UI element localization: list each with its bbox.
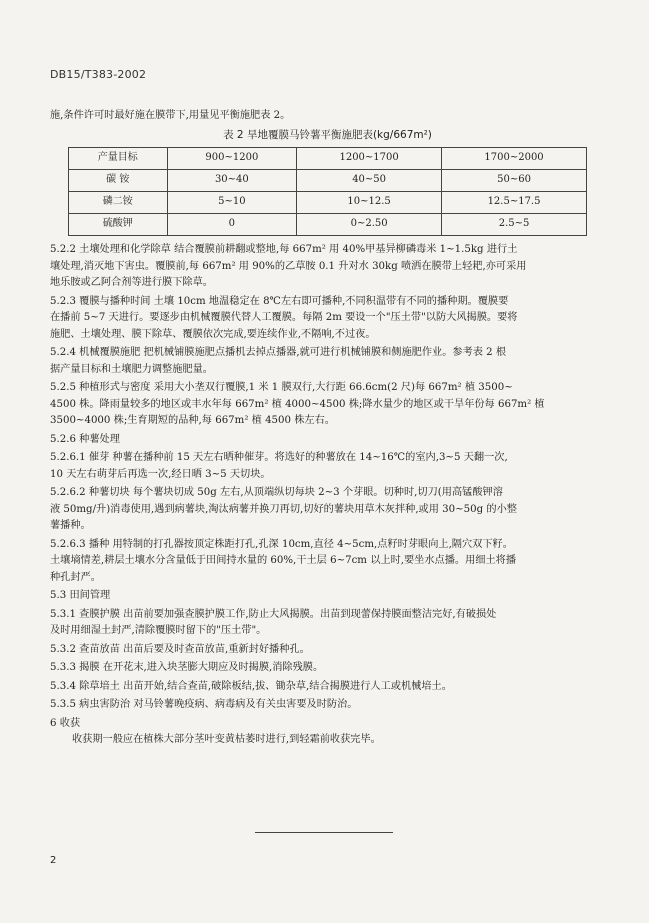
- table-cell: 2.5~5: [442, 214, 587, 236]
- table-cell: 50~60: [442, 170, 587, 192]
- paragraph-line: 5.3.2 查苗放苗 出苗后要及时查苗放苗,重新封好播种孔。: [50, 643, 310, 655]
- page-number: 2: [50, 855, 57, 866]
- section-paragraphs: [50, 242, 605, 732]
- paragraph-line: 4500 株。降雨量较多的地区或丰水年每 667m² 植 4000~4500 株;降水量少的地区或干旱年份每 667m² 植: [50, 398, 545, 410]
- paragraph-line: 5.2.6.3 播种 用特制的打孔器按顶定株距打孔,孔深 10cm,直径 4~5cm,点籽时芽眼向上,隔穴双下籽。: [50, 538, 513, 550]
- paragraph-line: 5.3.1 查膜护膜 出苗前要加强查膜护膜工作,防止大风揭膜。出苗到现蕾保持膜面整洁完好,有破损处: [50, 608, 497, 620]
- paragraph-line: 及时用细湿土封严,清除覆膜时留下的"压土带"。: [50, 625, 267, 636]
- paragraph-line: 6 收获: [50, 717, 81, 729]
- paragraph-line: 据产量目标和土壤肥力调整施肥量。: [50, 363, 213, 375]
- table-cell: 硫酸钾: [69, 214, 168, 236]
- paragraph-line: 在播前 5~7 天进行。要逐步由机械覆膜代替人工覆膜。每隔 2m 要设一个"压土带"以防大风揭膜。要将: [50, 312, 518, 323]
- fertilizer-table: [68, 147, 587, 236]
- table-cell: 30~40: [167, 170, 297, 192]
- paragraph-line: 5.3.5 病虫害防治 对马铃薯晚疫病、病毒病及有关虫害要及时防治。: [50, 699, 358, 710]
- table-title: 表 2 旱地覆膜马铃薯平衡施肥表(kg/667m²): [223, 128, 432, 141]
- paragraph-line: 5.3.4 除草培土 出苗开始,结合查苗,破除板结,拔、锄杂草,结合揭膜进行人工或机械培土。: [50, 680, 452, 692]
- paragraph-line: 5.2.6 种薯处理: [50, 433, 120, 445]
- paragraph-line: 5.2.3 覆膜与播种时间 土壤 10cm 地温稳定在 8℃左右即可播种,不同积温带有不同的播种期。覆膜要: [50, 295, 509, 307]
- body-content: [50, 108, 605, 749]
- paragraph-line: 5.2.6.2 种薯切块 每个薯块切成 50g 左右,从顶端纵切每块 2~3 个芽眼。切种时,切刀(用高锰酸钾溶: [50, 487, 503, 498]
- table-header-cell: 1700~2000: [442, 148, 587, 170]
- table-row: [69, 170, 587, 192]
- standard-code: DB15/T383-2002: [50, 68, 147, 81]
- paragraph-line: 种孔封严。: [50, 571, 101, 583]
- table-row: [69, 214, 587, 236]
- footer-rule: [255, 832, 393, 833]
- paragraph-line: 5.3 田间管理: [50, 590, 111, 601]
- table-cell: 10~12.5: [297, 192, 442, 214]
- closing-paragraph: 收获期一般应在植株大部分茎叶变黄枯萎时进行,到轻霜前收获完毕。: [72, 734, 381, 745]
- paragraph-line: 液 50mg/升)消毒使用,遇到病薯块,淘汰病薯并换刀再切,切好的薯块用草木灰拌种,或用 30~50g 的小整: [50, 503, 517, 515]
- paragraph-line: 10 天左右萌芽后再选一次,经日晒 3~5 天切块。: [50, 468, 271, 480]
- paragraph-line: 5.2.5 种植形式与密度 采用大小垄双行覆膜,1 米 1 膜双行,大行距 66.6cm(2 尺)每 667m² 植 3500~: [50, 382, 513, 393]
- table-header-cell: 900~1200: [167, 148, 297, 170]
- table-cell: 40~50: [297, 170, 442, 192]
- table-cell: 5~10: [167, 192, 297, 214]
- table-cell: 磷二铵: [69, 192, 168, 214]
- paragraph-line: 5.2.4 机械覆膜施肥 把机械铺膜施肥点播机去掉点播器,就可进行机械铺膜和侧施肥作业。参考表 2 根: [50, 347, 507, 358]
- paragraph-line: 5.2.6.1 催芽 种薯在播种前 15 天左右晒种催芽。将选好的种薯放在 14~16℃的室内,3~5 天翻一次,: [50, 452, 508, 463]
- table-cell: 12.5~17.5: [442, 192, 587, 214]
- paragraph-line: 3500~4000 株;生育期短的品种,每 667m² 植 4500 株左右。: [50, 415, 335, 426]
- paragraph-line: 薯播种。: [50, 520, 91, 531]
- paragraph-line: 5.3.3 揭膜 在开花末,进入块茎膨大期应及时揭膜,消除残膜。: [50, 662, 324, 673]
- table-cell: 碳 铵: [69, 170, 168, 192]
- paragraph-line: 土壤墒情差,耕层土壤水分含量低于田间持水量的 60%,干土层 6~7cm 以上时,要坐水点播。用细土将播: [50, 555, 517, 566]
- table-header-row: [69, 148, 587, 170]
- table-cell: 0: [167, 214, 297, 236]
- paragraph-line: 地乐胺或乙阿合剂等进行膜下除草。: [50, 277, 213, 288]
- table-header-cell: 1200~1700: [297, 148, 442, 170]
- table-row: [69, 192, 587, 214]
- paragraph-line: 5.2.2 土壤处理和化学除草 结合覆膜前耕翻或整地,每 667m² 用 40%甲基异柳磷毒米 1~1.5kg 进行土: [50, 244, 518, 255]
- paragraph-line: 施肥、土壤处理、膜下除草、覆膜依次完成,要连续作业,不隔响,不过夜。: [50, 328, 376, 340]
- intro-line: 施,条件许可时最好施在膜带下,用量见平衡施肥表 2。: [50, 110, 291, 121]
- paragraph-line: 壤处理,消灭地下害虫。覆膜前,每 667m² 用 90%的乙草胺 0.1 升对水 30kg 喷洒在膜带上轻耙,亦可采用: [50, 260, 527, 272]
- table-cell: 0~2.50: [297, 214, 442, 236]
- table-header-cell: 产量目标: [69, 148, 168, 170]
